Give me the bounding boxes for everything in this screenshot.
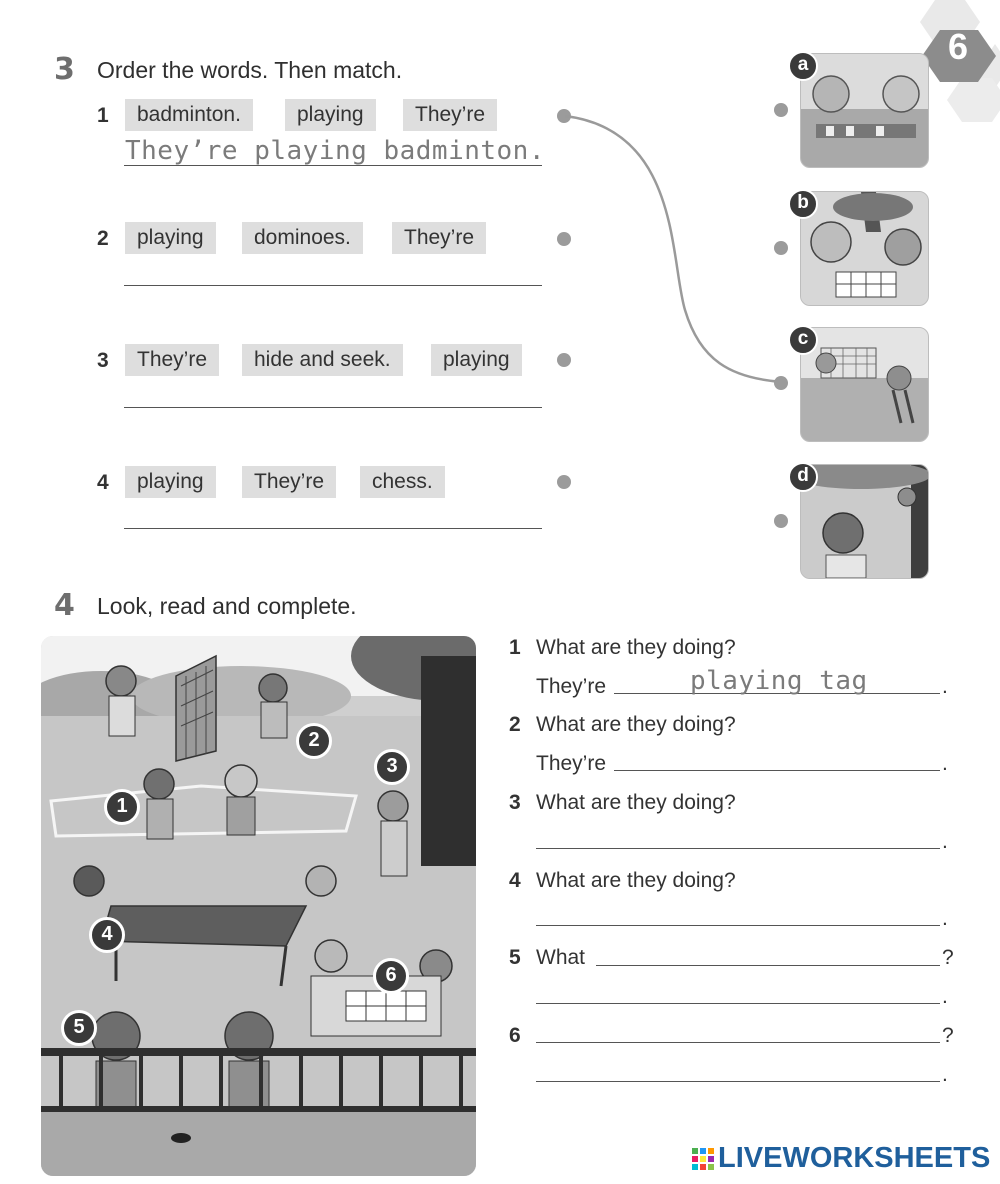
item-1-number: 1 — [97, 104, 109, 127]
picture-label-c: c — [788, 325, 818, 355]
scene-label-2: 2 — [296, 723, 332, 759]
word-tile[interactable]: They’re — [392, 222, 486, 254]
picture-dot-d[interactable] — [774, 514, 788, 528]
item-2-answer-line[interactable] — [124, 285, 542, 286]
picture-dot-c[interactable] — [774, 376, 788, 390]
word-tile[interactable]: playing — [285, 99, 376, 131]
question-6-line[interactable] — [536, 1042, 940, 1043]
match-dot-4[interactable] — [557, 475, 571, 489]
question-3-number: 3 — [509, 791, 521, 814]
answer-6-line[interactable] — [536, 1081, 940, 1082]
answer-1-period: . — [942, 675, 948, 698]
answer-5-line[interactable] — [536, 1003, 940, 1004]
item-1-answer[interactable]: They’re playing badminton. — [125, 136, 545, 166]
picture-c-badminton — [800, 327, 929, 442]
scene-label-3: 3 — [374, 749, 410, 785]
item-4-number: 4 — [97, 471, 109, 494]
answer-5-period: . — [942, 985, 948, 1008]
picture-dot-a[interactable] — [774, 103, 788, 117]
question-6-qmark: ? — [942, 1024, 954, 1047]
question-5-number: 5 — [509, 946, 521, 969]
question-5-qmark: ? — [942, 946, 954, 969]
word-tile[interactable]: playing — [125, 222, 216, 254]
scene-label-1: 1 — [104, 789, 140, 825]
page-number: 6 — [947, 26, 969, 67]
item-3-number: 3 — [97, 349, 109, 372]
item-3-answer-line[interactable] — [124, 407, 542, 408]
answer-2-prefix: They’re — [536, 752, 607, 775]
exercise-4-number: 4 — [54, 588, 75, 623]
picture-dot-b[interactable] — [774, 241, 788, 255]
question-2-number: 2 — [509, 713, 521, 736]
word-tile[interactable]: badminton. — [125, 99, 253, 131]
answer-1-input[interactable]: playing tag — [690, 666, 868, 696]
word-tile[interactable]: playing — [125, 466, 216, 498]
item-4-answer-line[interactable] — [124, 528, 542, 529]
answer-4-line[interactable] — [536, 925, 940, 926]
exercise-4-title: Look, read and complete. — [97, 593, 357, 619]
answer-3-period: . — [942, 830, 948, 853]
question-3-text: What are they doing? — [536, 791, 736, 814]
answer-2-period: . — [942, 752, 948, 775]
word-tile[interactable]: chess. — [360, 466, 445, 498]
picture-a-dominoes — [800, 53, 929, 168]
liveworksheets-logo-icon — [692, 1148, 714, 1170]
question-4-number: 4 — [509, 869, 521, 892]
park-scene-illustration — [41, 636, 476, 1176]
question-5-text: What — [536, 946, 586, 969]
word-tile[interactable]: They’re — [242, 466, 336, 498]
item-2-number: 2 — [97, 227, 109, 250]
word-tile[interactable]: playing — [431, 344, 522, 376]
question-4-text: What are they doing? — [536, 869, 736, 892]
match-connector-line — [560, 110, 790, 400]
picture-label-d: d — [788, 462, 818, 492]
question-1-number: 1 — [509, 636, 521, 659]
word-tile[interactable]: They’re — [403, 99, 497, 131]
exercise-3-title: Order the words. Then match. — [97, 57, 403, 83]
answer-2-line[interactable] — [614, 770, 940, 771]
liveworksheets-logo-text: LIVEWORKSHEETS — [718, 1142, 991, 1174]
scene-label-4: 4 — [89, 917, 125, 953]
scene-label-5: 5 — [61, 1010, 97, 1046]
question-2-text: What are they doing? — [536, 713, 736, 736]
question-1-text: What are they doing? — [536, 636, 736, 659]
picture-d-hide-and-seek — [800, 464, 929, 579]
answer-1-prefix: They’re — [536, 675, 607, 698]
word-tile[interactable]: dominoes. — [242, 222, 363, 254]
word-tile[interactable]: They’re — [125, 344, 219, 376]
exercise-3-number: 3 — [54, 52, 75, 87]
word-tile[interactable]: hide and seek. — [242, 344, 403, 376]
answer-6-period: . — [942, 1063, 948, 1086]
question-6-number: 6 — [509, 1024, 521, 1047]
answer-3-line[interactable] — [536, 848, 940, 849]
answer-line — [124, 165, 542, 166]
picture-label-a: a — [788, 51, 818, 81]
answer-4-period: . — [942, 907, 948, 930]
question-5-line[interactable] — [596, 965, 940, 966]
picture-label-b: b — [788, 189, 818, 219]
scene-label-5-6: 6 — [373, 958, 409, 994]
picture-b-chess — [800, 191, 929, 306]
